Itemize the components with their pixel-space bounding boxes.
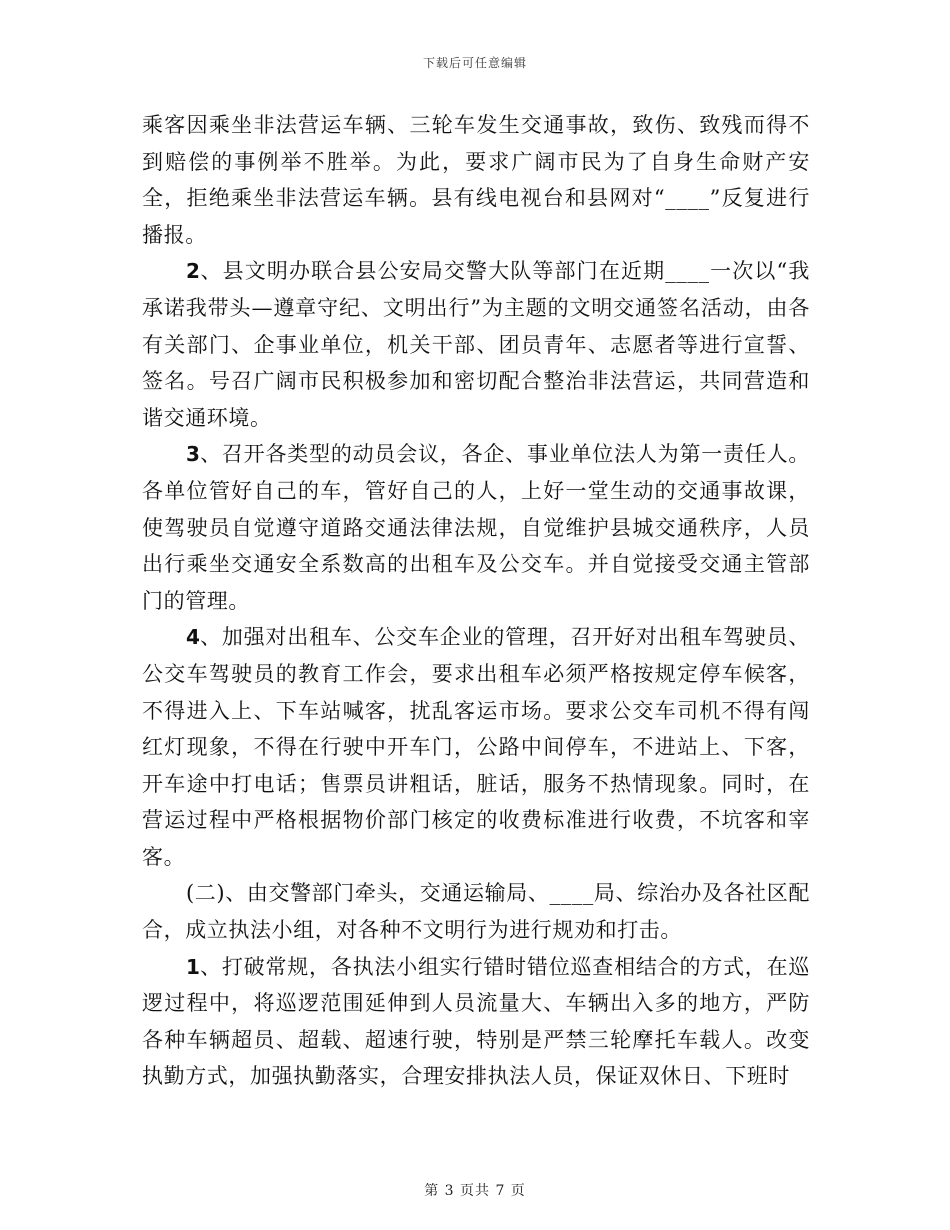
paragraph-item-4 [142,619,810,875]
paragraph-section-2 [142,875,810,948]
item-number: 3 [186,442,200,467]
paragraph-text: 、加强对出租车、公交车企业的管理，召开好对出租车驾驶员、公交车驾驶员的教育工作会，要求出租车必须严格按规定停车候客，不得进入上、下车站喊客，扰乱客运市场。要求公交车司机不得有闯红灯现象，不得在行驶中开车门，公路中间停车，不进站上、下客，开车途中打电话；售票员讲粗话，脏话，服务不热情现象。同时，在营运过程中严格根据物价部门核定的收费标准进行收费，不坑客和宰客。 [142,625,810,869]
item-number: 1 [186,954,200,979]
page-footer: 第 3 页共 7 页 [424,1183,526,1199]
page-header: 下载后可任意编辑 [422,56,527,70]
paragraph-text: (二)、由交警部门牵头，交通运输局、____局、综治办及各社区配合，成立执法小组，对各种不文明行为进行规劝和打击。 [142,881,810,943]
paragraph-text: 乘客因乘坐非法营运车辆、三轮车发生交通事故，致伤、致残而得不到赔偿的事例举不胜举。为此，要求广阔市民为了自身生命财产安全，拒绝乘坐非法营运车辆。县有线电视台和县网对“____”反复进行播报。 [142,113,810,247]
paragraph-item-3 [142,436,810,619]
item-number: 4 [186,625,200,650]
paragraph-continuation [142,107,810,253]
item-number: 2 [186,259,200,284]
paragraph-text: 、打破常规，各执法小组实行错时错位巡查相结合的方式，在巡逻过程中，将巡逻范围延伸到人员流量大、车辆出入多的地方，严防各种车辆超员、超载、超速行驶，特别是严禁三轮摩托车载人。改变执勤方式，加强执勤落实，合理安排执法人员，保证双休日、下班时 [142,954,810,1089]
paragraph-text: 、召开各类型的动员会议，各企、事业单位法人为第一责任人。各单位管好自己的车，管好自己的人，上好一堂生动的交通事故课，使驾驶员自觉遵守道路交通法律法规，自觉维护县城交通秩序，人员出行乘坐交通安全系数高的出租车及公交车。并自觉接受交通主管部门的管理。 [142,442,810,613]
paragraph-item-1 [142,949,810,1095]
document-body [142,107,810,1095]
paragraph-text: 、县文明办联合县公安局交警大队等部门在近期____一次以“我承诺我带头—遵章守纪、文明出行”为主题的文明交通签名活动，由各有关部门、企事业单位，机关干部、团员青年、志愿者等进行宣誓、签名。号召广阔市民积极参加和密切配合整治非法营运，共同营造和谐交通环境。 [142,259,810,430]
paragraph-item-2 [142,253,810,436]
